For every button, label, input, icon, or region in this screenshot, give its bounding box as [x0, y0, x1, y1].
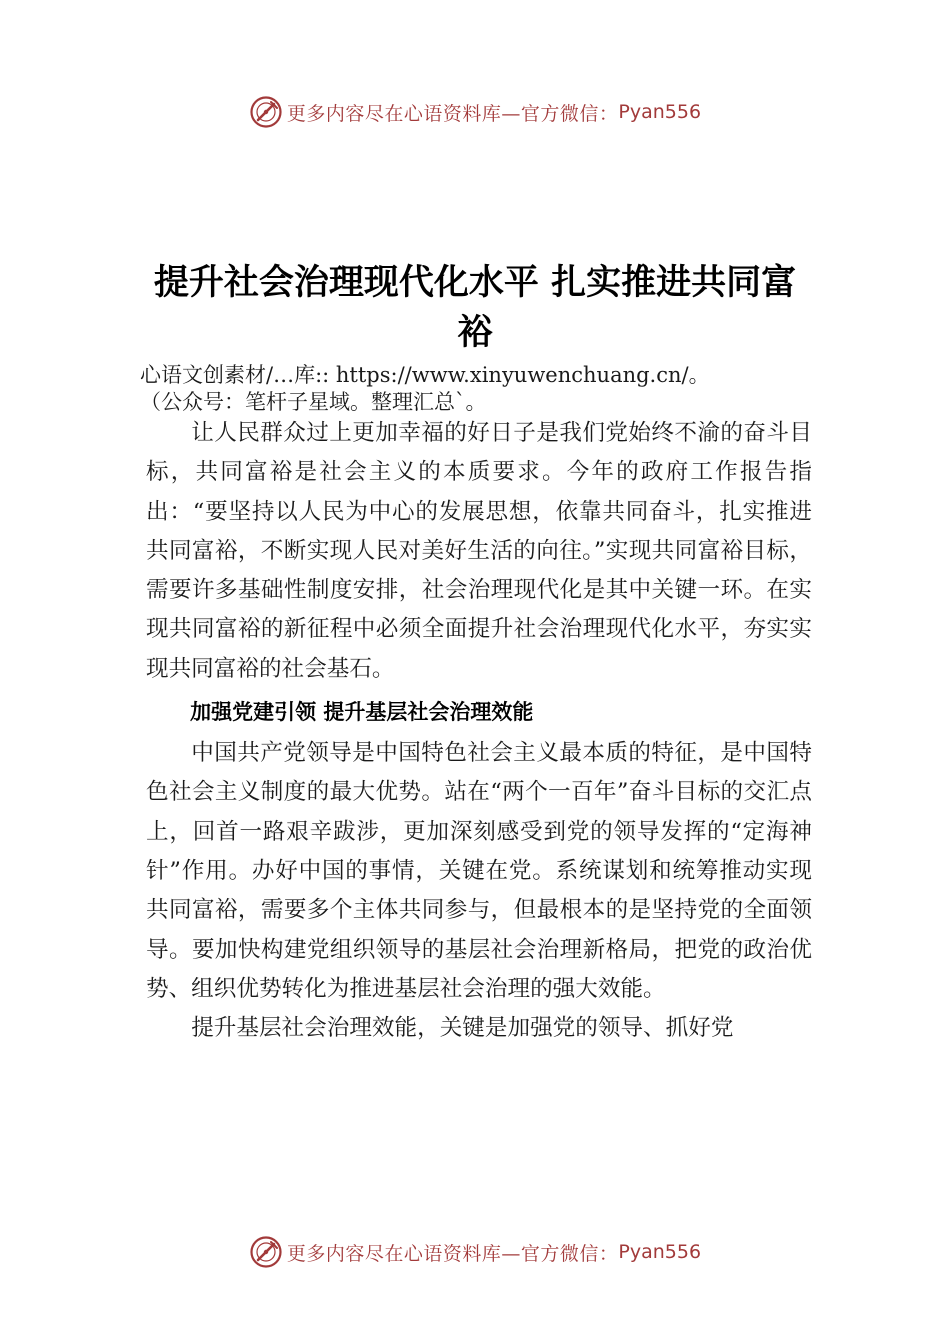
source-note [140, 362, 820, 416]
paragraph-3: 提升基层社会治理效能，关键是加强党的领导、抓好党 [191, 1015, 734, 1042]
paragraph-1: 让人民群众过上更加幸福的好日子是我们党始终不渝的奋斗目标，共同富裕是社会主义的本质要求。今年的政府工作报告指出：“要坚持以人民为中心的发展思想，依靠共同奋斗，扎实推进共同富裕，不断实现人民对美好生活的向往。”实现共同富裕目标，需要许多基础性制度安排，社会治理现代化是其中关键一环。在实现共同富裕的新征程中必须全面提升社会治理现代化水平，夯实实现共同富裕的社会基石。 [146, 420, 812, 682]
header-banner [0, 92, 950, 132]
seal-logo-icon [249, 1235, 283, 1269]
section-heading: 加强党建引领 提升基层社会治理效能 [190, 700, 534, 725]
source-line-2: （公众号：笔杆子星域。整理汇总`。 [140, 390, 487, 414]
source-line-1: 心语文创素材/…库:: https://www.xinyuwenchuang.cn/。 [140, 363, 710, 387]
article-body [146, 414, 812, 1048]
banner-text: 更多内容尽在心语资料库—官方微信： [286, 1242, 619, 1265]
paragraph-2: 中国共产党领导是中国特色社会主义最本质的特征，是中国特色社会主义制度的最大优势。站在“两个一百年”奋斗目标的交汇点上，回首一路艰辛跋涉，更加深刻感受到党的领导发挥的“定海神针”作用。办好中国的事情，关键在党。系统谋划和统筹推动实现共同富裕，需要多个主体共同参与，但最根本的是坚持党的全面领导。要加快构建党组织领导的基层社会治理新格局，把党的政治优势、组织优势转化为推进基层社会治理的强大效能。 [146, 740, 812, 1002]
seal-logo-icon [249, 95, 283, 129]
banner-text: 更多内容尽在心语资料库—官方微信： [286, 102, 619, 125]
wechat-id: Pyan556 [618, 1241, 702, 1263]
footer-banner [0, 1232, 950, 1272]
wechat-id: Pyan556 [618, 101, 702, 123]
page-title: 提升社会治理现代化水平 扎实推进共同富裕 [153, 263, 797, 353]
